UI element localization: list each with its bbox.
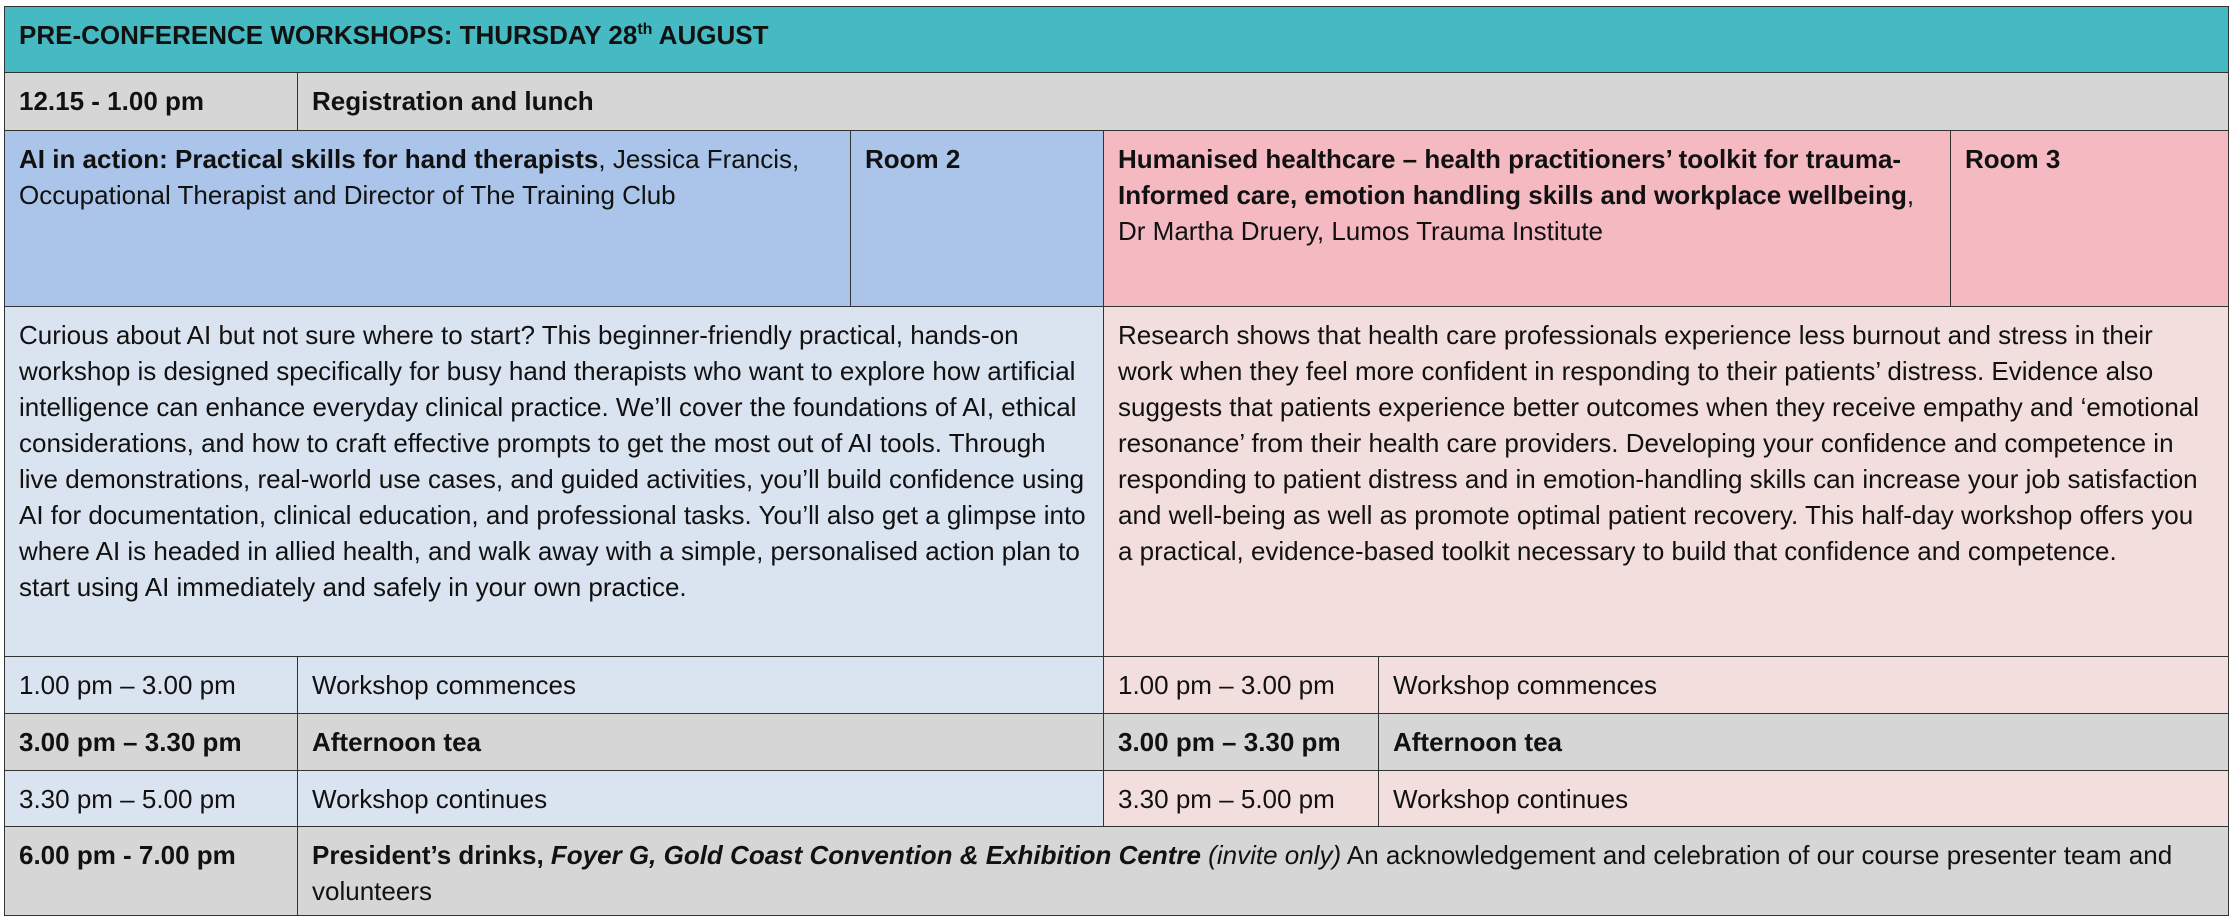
drinks-title: President’s drinks, xyxy=(312,840,551,870)
tea-row xyxy=(5,714,2229,771)
workshop-title-row xyxy=(5,131,2229,307)
left-tea-time: 3.00 pm – 3.30 pm xyxy=(5,714,298,771)
right-schedule-time: 3.30 pm – 5.00 pm xyxy=(1104,771,1379,827)
drinks-details xyxy=(298,827,2229,916)
registration-label: Registration and lunch xyxy=(298,73,2229,131)
left-workshop-name: AI in action: Practical skills for hand therapists xyxy=(19,144,599,174)
right-workshop-name: Humanised healthcare – health practitioners’ toolkit for trauma-Informed care, emotion handling skills and workplace wellbeing xyxy=(1118,144,1907,210)
drinks-row xyxy=(5,827,2229,916)
right-workshop-description: Research shows that health care professionals experience less burnout and stress in their work when they feel more confident in responding to their patients’ distress. Evidence also suggests that patients experience better outcomes when they receive empathy and ‘emotional resonance’ from their health care providers. Developing your confidence and competence in responding to patient distress and in emotion-handling skills can increase your job satisfaction and well-being as well as promote optimal patient recovery. This half-day workshop offers you a practical, evidence-based toolkit necessary to build that confidence and competence. xyxy=(1104,307,2229,657)
title-superscript: th xyxy=(637,21,653,38)
header-row xyxy=(5,7,2229,73)
drinks-note: (invite only) xyxy=(1200,840,1342,870)
right-workshop-title xyxy=(1104,131,1951,307)
drinks-description: An acknowledgement and celebration of our course presenter team and volunteers xyxy=(312,840,2173,906)
page-title xyxy=(5,7,2229,73)
right-schedule-label: Workshop continues xyxy=(1379,771,2229,827)
schedule-row xyxy=(5,771,2229,827)
workshop-schedule-table xyxy=(4,6,2229,916)
right-schedule-time: 1.00 pm – 3.00 pm xyxy=(1104,657,1379,714)
left-schedule-time: 1.00 pm – 3.00 pm xyxy=(5,657,298,714)
registration-row xyxy=(5,73,2229,131)
drinks-venue: Foyer G, Gold Coast Convention & Exhibition Centre xyxy=(550,840,1201,870)
right-workshop-presenter: , Dr Martha Druery, Lumos Trauma Institute xyxy=(1118,180,1915,246)
right-tea-label: Afternoon tea xyxy=(1379,714,2229,771)
description-row xyxy=(5,307,2229,657)
registration-time: 12.15 - 1.00 pm xyxy=(5,73,298,131)
left-schedule-label: Workshop continues xyxy=(298,771,1104,827)
left-workshop-presenter: , Jessica Francis, Occupational Therapist and Director of The Training Club xyxy=(19,144,800,210)
left-schedule-label: Workshop commences xyxy=(298,657,1104,714)
title-main: PRE-CONFERENCE WORKSHOPS: THURSDAY 28 xyxy=(19,20,638,50)
right-schedule-label: Workshop commences xyxy=(1379,657,2229,714)
drinks-time: 6.00 pm - 7.00 pm xyxy=(5,827,298,916)
right-tea-time: 3.00 pm – 3.30 pm xyxy=(1104,714,1379,771)
left-tea-label: Afternoon tea xyxy=(298,714,1104,771)
left-workshop-room: Room 2 xyxy=(851,131,1104,307)
left-schedule-time: 3.30 pm – 5.00 pm xyxy=(5,771,298,827)
schedule-row xyxy=(5,657,2229,714)
left-workshop-title xyxy=(5,131,851,307)
left-workshop-description: Curious about AI but not sure where to start? This beginner-friendly practical, hands-on workshop is designed specifically for busy hand therapists who want to explore how artificial intelligence can enhance everyday clinical practice. We’ll cover the foundations of AI, ethical considerations, and how to craft effective prompts to get the most out of AI tools. Through live demonstrations, real-world use cases, and guided activities, you’ll build confidence using AI for documentation, clinical education, and professional tasks. You’ll also get a glimpse into where AI is headed in allied health, and walk away with a simple, personalised action plan to start using AI immediately and safely in your own practice. xyxy=(5,307,1104,657)
right-workshop-room: Room 3 xyxy=(1951,131,2229,307)
title-tail: AUGUST xyxy=(652,20,769,50)
